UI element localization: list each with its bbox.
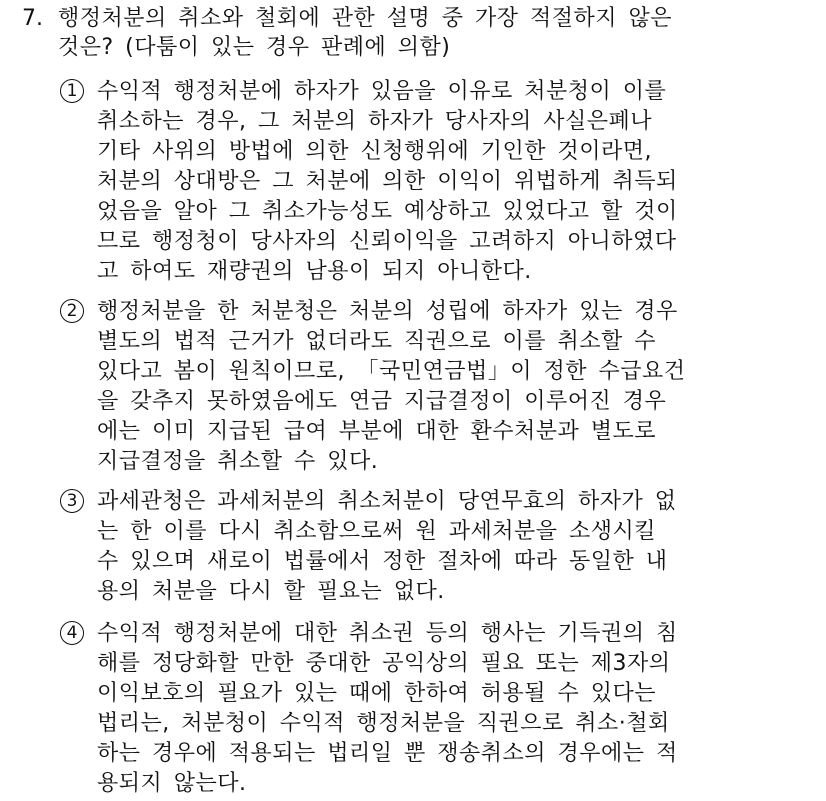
option-line: 있다고 봄이 원칙이므로, 「국민연금법」이 정한 수급요건 — [97, 359, 686, 384]
option-line: 수익적 행정처분에 하자가 있음을 이유로 처분청이 이를 — [97, 79, 667, 104]
option-line: 용의 처분을 다시 할 필요는 없다. — [97, 579, 445, 604]
option-line: 취소하는 경우, 그 처분의 하자가 당사자의 사실은폐나 — [97, 109, 652, 134]
option-line: 수 있으며 새로이 법률에서 정한 절차에 따라 동일한 내 — [97, 549, 668, 574]
option-marker-circled-1: 1 — [60, 79, 84, 103]
option-line: 기타 사위의 방법에 의한 신청행위에 기인한 것이라면, — [97, 139, 652, 164]
question-line: 행정처분의 취소와 철회에 관한 설명 중 가장 적절하지 않은 — [58, 6, 672, 31]
option-line: 므로 행정청이 당사자의 신뢰이익을 고려하지 아니하였다 — [97, 229, 677, 254]
option-line: 에는 이미 지급된 급여 부분에 대한 환수처분과 별도로 — [97, 419, 656, 444]
option-line: 이익보호의 필요가 있는 때에 한하여 허용될 수 있다는 — [97, 681, 656, 706]
option-marker-circled-4: 4 — [60, 621, 84, 645]
option-line: 었음을 알아 그 취소가능성도 예상하고 있었다고 할 것이 — [97, 199, 678, 224]
option-line: 고 하여도 재량권의 남용이 되지 아니한다. — [97, 259, 532, 284]
option-line: 지급결정을 취소할 수 있다. — [97, 449, 379, 474]
option-marker-circled-3: 3 — [60, 489, 84, 513]
question-line: 것은? (다툼이 있는 경우 판례에 의함) — [58, 35, 451, 60]
option-line: 해를 정당화할 만한 중대한 공익상의 필요 또는 제3자의 — [97, 651, 671, 676]
option-text — [97, 77, 797, 287]
question-number: 7. — [22, 6, 43, 31]
option-text — [97, 619, 797, 799]
option-text — [97, 487, 797, 607]
option-line: 과세관청은 과세처분의 취소처분이 당연무효의 하자가 없 — [97, 489, 677, 514]
option-line: 용되지 않는다. — [97, 771, 247, 796]
option-line: 하는 경우에 적용되는 법리일 뿐 쟁송취소의 경우에는 적 — [97, 741, 678, 766]
option-line: 을 갖추지 못하였음에도 연금 지급결정이 이루어진 경우 — [97, 389, 667, 414]
option-line: 별도의 법적 근거가 없더라도 직권으로 이를 취소할 수 — [97, 329, 656, 354]
option-line: 수익적 행정처분에 대한 취소권 등의 행사는 기득권의 침 — [97, 621, 678, 646]
option-text — [97, 297, 797, 477]
question-text — [58, 4, 818, 62]
option-line: 는 한 이를 다시 취소함으로써 원 과세처분을 소생시킬 — [97, 519, 656, 544]
option-line: 행정처분을 한 처분청은 처분의 성립에 하자가 있는 경우 — [97, 299, 678, 324]
option-line: 처분의 상대방은 그 처분에 의한 이익이 위법하게 취득되 — [97, 169, 678, 194]
option-marker-circled-2: 2 — [60, 299, 84, 323]
option-line: 법리는, 처분청이 수익적 행정처분을 직권으로 취소·철회 — [97, 711, 670, 736]
